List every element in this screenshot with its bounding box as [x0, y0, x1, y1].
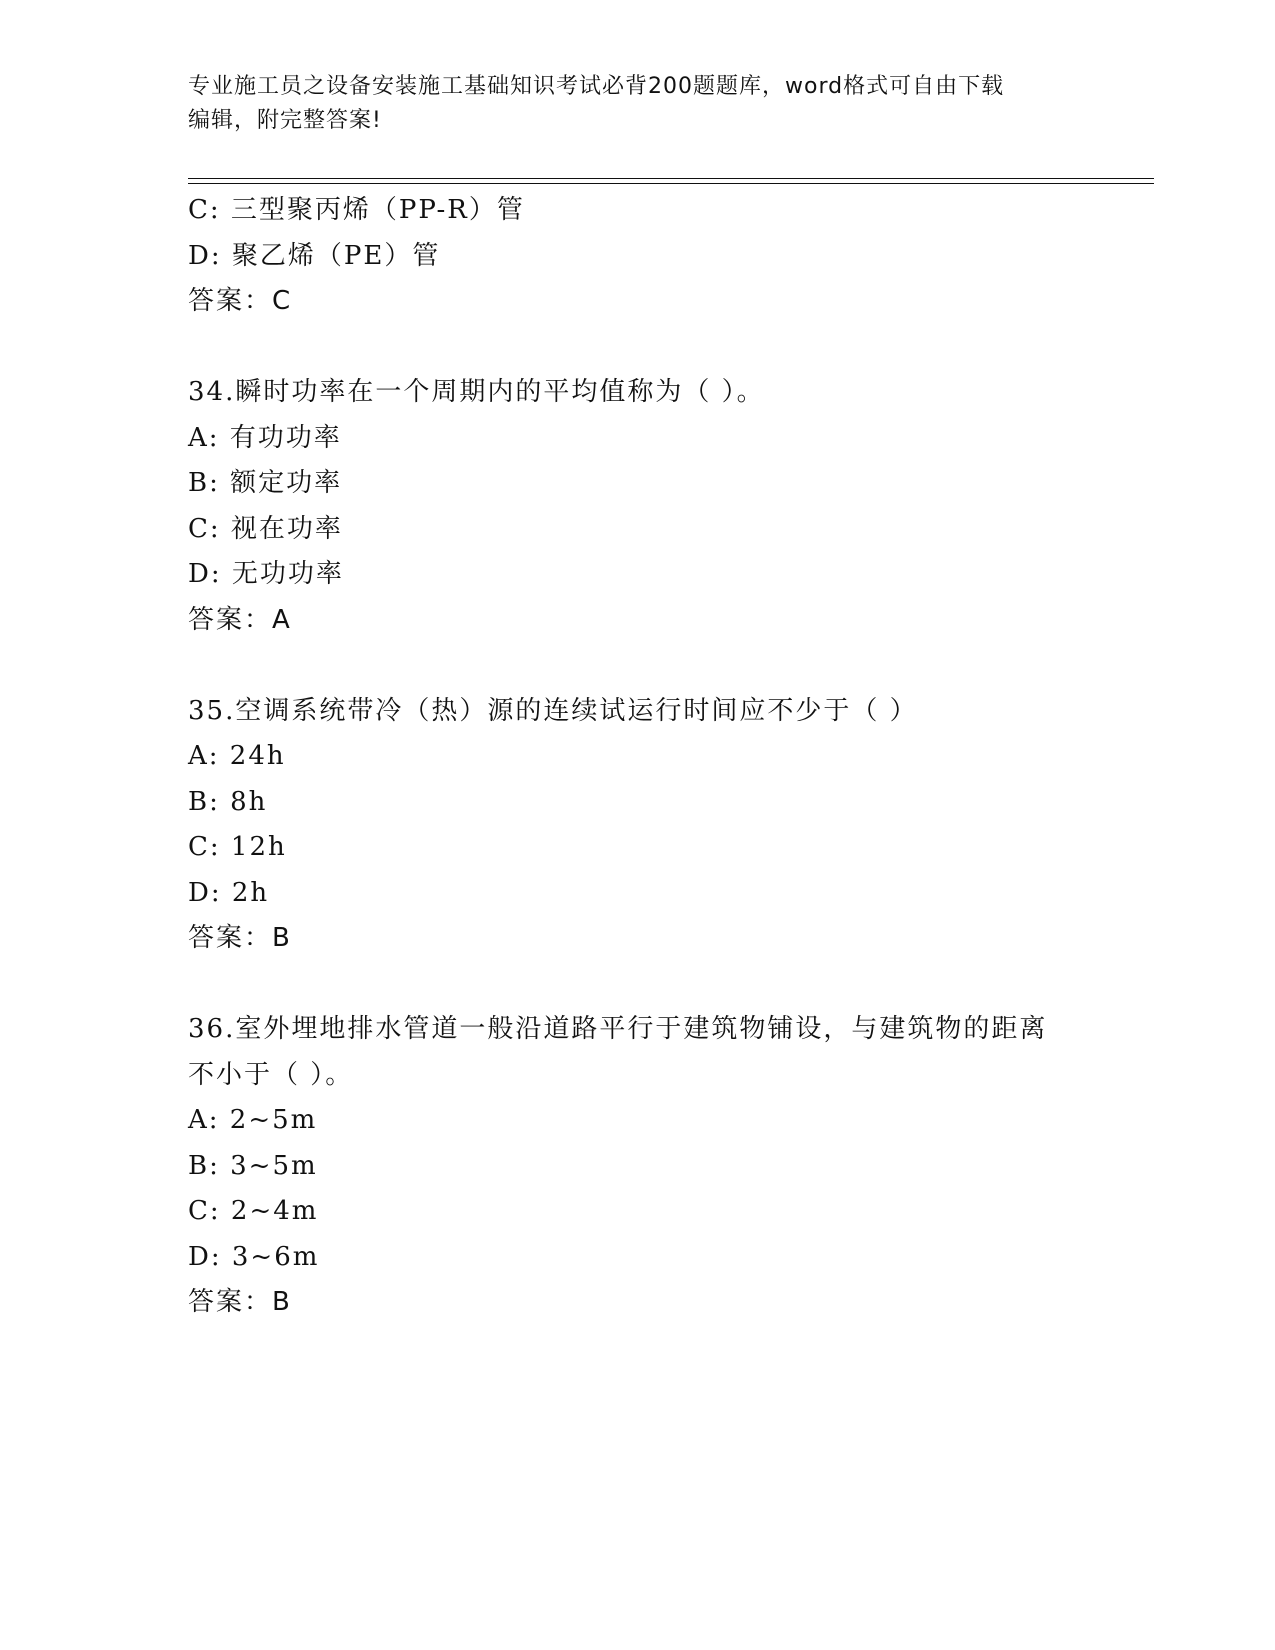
option-a: A: 24h — [188, 741, 286, 771]
spacer — [188, 325, 1088, 371]
option-c: C: 视在功率 — [188, 513, 343, 544]
question-text: 34.瞬时功率在一个周期内的平均值称为（ ）。 — [188, 377, 765, 407]
question-text: 35.空调系统带冷（热）源的连续试运行时间应不少于（ ） — [188, 695, 918, 726]
option-d: D: 3~6m — [188, 1241, 320, 1272]
header-line-2: 编辑，附完整答案! — [188, 108, 382, 133]
document-body — [188, 188, 1088, 1326]
document-header — [188, 70, 1068, 138]
option-b: B: 额定功率 — [188, 468, 343, 498]
option-d: D: 聚乙烯（PE）管 — [188, 240, 441, 271]
option-a: A: 2~5m — [188, 1105, 318, 1135]
option-c: C: 2~4m — [188, 1196, 319, 1226]
answer-line: 答案：A — [188, 604, 292, 635]
question-text-line-1: 36.室外埋地排水管道一般沿道路平行于建筑物铺设，与建筑物的距离 — [188, 1014, 1048, 1044]
question-34 — [188, 370, 1088, 643]
option-b: B: 8h — [188, 786, 268, 817]
spacer — [188, 962, 1088, 1008]
answer-line: 答案：B — [188, 923, 292, 953]
question-36 — [188, 1007, 1088, 1326]
question-text-line-2: 不小于（ ）。 — [188, 1059, 354, 1090]
header-line-1: 专业施工员之设备安装施工基础知识考试必背200题题库，word格式可自由下载 — [188, 74, 1005, 99]
header-divider-bottom — [188, 183, 1154, 184]
header-divider-top — [188, 178, 1154, 179]
answer-line: 答案：B — [188, 1287, 292, 1317]
option-d: D: 2h — [188, 877, 270, 908]
option-a: A: 有功功率 — [188, 422, 342, 453]
question-33-continuation — [188, 188, 1088, 325]
question-35 — [188, 689, 1088, 962]
option-c: C: 12h — [188, 832, 287, 862]
option-d: D: 无功功率 — [188, 559, 344, 589]
spacer — [188, 643, 1088, 689]
option-c: C: 三型聚丙烯（PP-R）管 — [188, 195, 525, 225]
option-b: B: 3~5m — [188, 1150, 318, 1181]
answer-line: 答案：C — [188, 286, 293, 316]
